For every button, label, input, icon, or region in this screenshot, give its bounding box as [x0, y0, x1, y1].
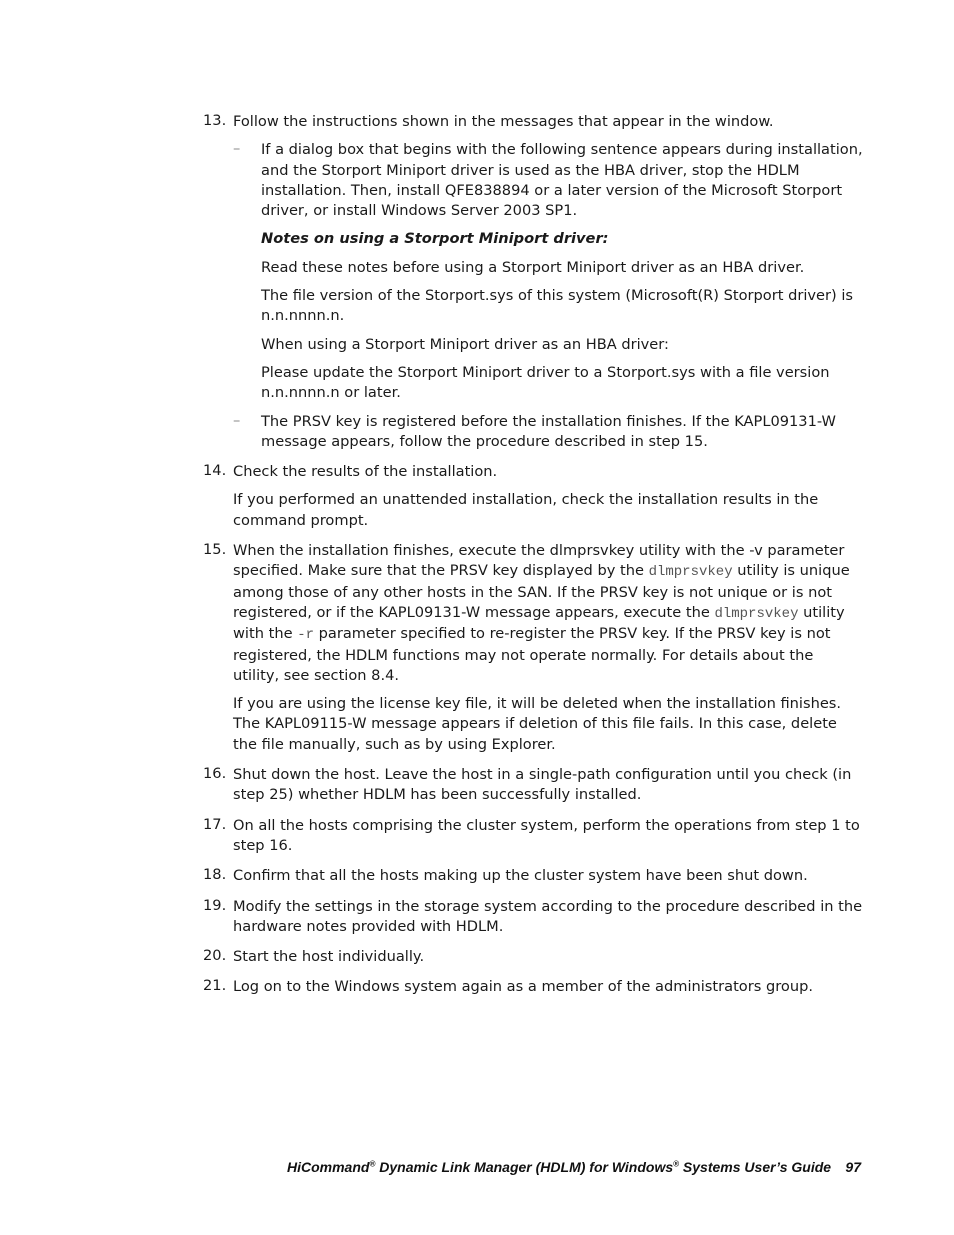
footer-text: HiCommand — [287, 1159, 370, 1175]
code-span: dlmprsvkey — [714, 605, 799, 622]
step-text: Shut down the host. Leave the host in a single-path configuration until you check (in step 25) whether HDLM has been successfully installed. — [233, 766, 852, 804]
step-text: Confirm that all the hosts making up the cluster system have been shut down. — [233, 867, 808, 885]
document-body — [203, 112, 863, 1008]
page-number: 97 — [845, 1159, 861, 1175]
footer-text: Systems User’s Guide — [679, 1159, 832, 1175]
step-13 — [203, 112, 863, 452]
step-text: On all the hosts comprising the cluster system, perform the operations from step 1 to step 16. — [233, 816, 860, 854]
step-number: 21. — [203, 977, 227, 995]
step-17 — [203, 816, 863, 857]
bullet-item — [233, 140, 863, 403]
step-text: Follow the instructions shown in the messages that appear in the window. — [233, 113, 774, 130]
registered-mark: ® — [673, 1159, 680, 1169]
step-18 — [203, 866, 863, 886]
step-text: If you are using the license key file, it will be deleted when the installation finishes. The KAPL09115-W message appears if deletion of this file fails. In this case, delete the file manually, such as by using Explorer. — [233, 695, 842, 753]
step-20 — [203, 947, 863, 967]
bullet-text: The PRSV key is registered before the installation finishes. If the KAPL09131-W message appears, follow the procedure described in step 15. — [261, 412, 836, 450]
footer-title — [287, 1159, 831, 1175]
step-number: 20. — [203, 947, 227, 965]
text-run: utility with the — [233, 603, 845, 643]
step-19 — [203, 897, 863, 938]
step-14 — [203, 462, 863, 531]
notes-heading: Notes on using a Storport Miniport driver: — [261, 230, 609, 248]
step-text: Start the host individually. — [233, 948, 425, 966]
note-text: The file version of the Storport.sys of this system (Microsoft(R) Storport driver) is n.n.nnnn.n. — [261, 287, 854, 325]
step-text — [233, 541, 863, 686]
footer-text: Dynamic Link Manager (HDLM) for Windows — [375, 1159, 674, 1175]
step-number: 17. — [203, 815, 227, 833]
note-text: Please update the Storport Miniport driver to a Storport.sys with a file version n.n.nnnn.n or later. — [261, 363, 830, 402]
text-run: utility is unique among those of any other hosts in the SAN. If the PRSV key is not unique or is not registered, or if the KAPL09131-W message appears, execute the — [233, 562, 850, 621]
step-21 — [203, 977, 863, 997]
dash-marker: – — [233, 140, 241, 158]
step-16 — [203, 765, 863, 806]
text-run: parameter specified to re-register the PRSV key. If the PRSV key is not registered, the HDLM functions may not operate normally. For details about the utility, see section 8.4. — [233, 625, 831, 684]
step-number: 14. — [203, 462, 227, 480]
dash-marker: – — [233, 411, 241, 429]
registered-mark: ® — [369, 1159, 376, 1169]
step-text: Log on to the Windows system again as a member of the administrators group. — [233, 978, 813, 996]
step-number: 19. — [203, 896, 227, 914]
text-run: When the installation finishes, execute the dlmprsvkey utility with the -v parameter specified. Make sure that the PRSV key displayed by the — [233, 542, 845, 580]
step-number: 13. — [203, 112, 227, 129]
step-number: 18. — [203, 866, 227, 884]
step-text: Modify the settings in the storage system according to the procedure described in the hardware notes provided with HDLM. — [233, 897, 863, 935]
page-footer — [200, 1159, 863, 1179]
note-text: Read these notes before using a Storport Miniport driver as an HBA driver. — [261, 258, 805, 276]
note-text: When using a Storport Miniport driver as an HBA driver: — [261, 335, 669, 353]
code-span: dlmprsvkey — [648, 564, 733, 581]
step-text: Check the results of the installation. — [233, 463, 498, 481]
step-number: 15. — [203, 541, 227, 559]
bullet-text: If a dialog box that begins with the following sentence appears during installation, and the Storport Miniport driver is used as the HBA driver, stop the HDLM installation. Then, install QFE838894 or a later version of the Microsoft Storport driver, or install Windows Server 2003 SP1. — [261, 141, 863, 220]
code-span: -r — [297, 627, 315, 644]
step-number: 16. — [203, 765, 227, 783]
bullet-item — [233, 412, 863, 453]
step-15 — [203, 541, 863, 755]
step-text: If you performed an unattended installation, check the installation results in the command prompt. — [233, 491, 819, 529]
